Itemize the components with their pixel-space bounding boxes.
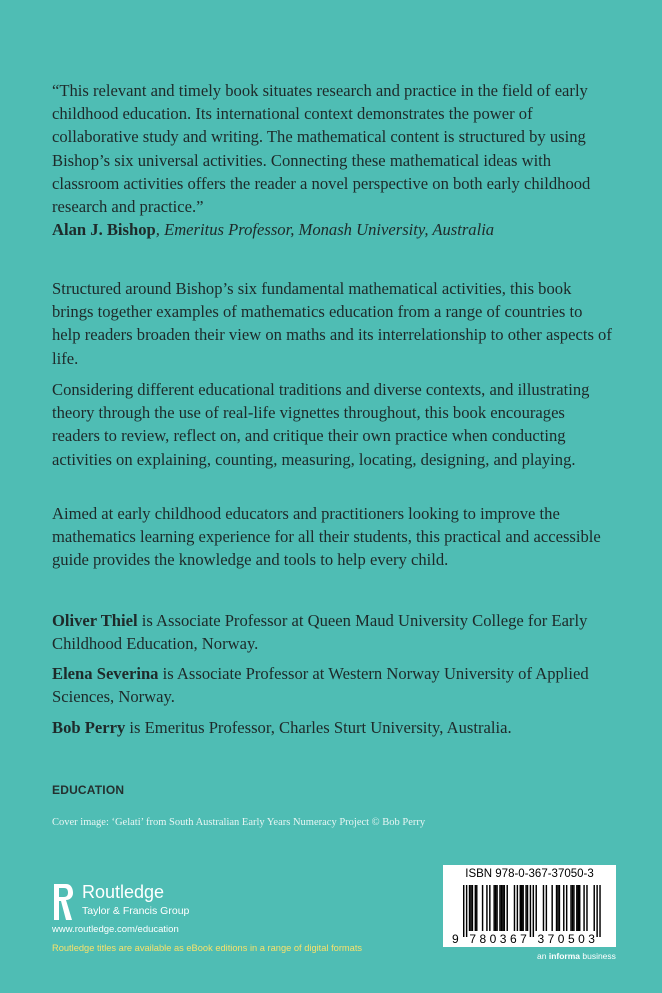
barcode-bar [594,885,595,931]
barcode-bar [499,885,500,931]
barcode-bar [596,885,597,937]
description-paragraph: Structured around Bishop’s six fundamental mathematical activities, this book brings together examples of mathematics education from a range of countries to help readers broaden their view on maths and its interrelationship to other aspects of life. [52,279,612,368]
author-bio-text: is Emeritus Professor, Charles Sturt University, Australia. [125,718,512,737]
author-bio [52,609,612,655]
barcode-bar [566,885,567,931]
barcode-bar [502,885,503,931]
cover-image-credit: Cover image: ‘Gelati’ from South Australian Early Years Numeracy Project © Bob Perry [52,817,426,828]
barcode-bar [466,885,467,937]
barcode-digit: 8 [479,932,487,945]
barcode-digit: 0 [489,932,497,945]
barcode-digit: 7 [520,932,527,945]
author-bio [52,716,612,739]
barcode-bar [556,885,557,931]
informa-brand: informa [548,951,580,961]
barcode-bar [482,885,483,931]
author-bio-text: is Associate Professor at Western Norway University of Applied Sciences, Norway. [52,664,589,707]
barcode-bar [573,885,574,931]
barcode-bar [583,885,584,931]
barcode-bar [530,885,531,937]
barcode-bar [520,885,521,931]
publisher-url[interactable]: www.routledge.com/education [52,924,179,935]
barcode-bar [521,885,522,931]
barcode-bar [517,885,518,931]
barcode-digit: 7 [547,932,555,945]
author-name: Bob Perry [52,718,126,737]
description-paragraph: Considering different educational traditions and diverse contexts, and illustrating theory through the use of real-life vignettes throughout, this book encourages readers to review, reflect on, and critique their own practice when conducting activities on explaining, counting, measuring, locating, designing, and playing. [52,380,590,469]
barcode-digit: 3 [537,932,545,945]
barcode-bar [514,885,515,931]
review-quote [52,79,612,241]
barcode-bar [578,885,579,931]
barcode-bar [586,885,587,931]
barcode-bar [496,885,497,931]
barcode-bar [525,885,526,931]
barcode-bar [470,885,471,931]
barcode-bar [463,885,464,937]
barcode-digit: 0 [557,932,565,945]
barcode-bar [551,885,552,931]
subject-category: EDUCATION [52,783,125,797]
barcode-bar [501,885,502,931]
barcode-bar [559,885,560,931]
barcode-bar [533,885,534,937]
barcode-bar [543,885,544,931]
barcode-digit: 5 [567,932,575,945]
barcode-bar [522,885,523,931]
barcode-bar [489,885,490,931]
author-bio-text: is Associate Professor at Queen Maud University College for Early Childhood Education, Norway. [52,611,588,654]
isbn-barcode [443,865,616,947]
isbn-label: ISBN 978-0-367-37050-3 [465,868,594,880]
routledge-r-logo-icon [52,882,74,922]
barcode-bar [546,885,547,931]
barcode-digit: 0 [578,932,585,945]
publisher-name: Routledge [82,882,165,902]
barcode-bar [469,885,470,931]
barcode-bar [507,885,508,931]
barcode-bar [557,885,558,931]
informa-suffix: business [580,951,616,961]
barcode-bar [563,885,564,931]
barcode-bar [472,885,473,931]
barcode-digit: 7 [469,932,477,945]
quote-author-title: , Emeritus Professor, Monash University, Australia [155,220,495,240]
barcode-bar [576,885,577,931]
barcode-bar [504,885,505,931]
informa-prefix: an [537,951,549,961]
author-name: Elena Severina [52,664,159,683]
barcode-bar [486,885,487,931]
ebook-note: Routledge titles are available as eBook editions in a range of digital formats [52,943,363,953]
informa-business-note [537,951,616,961]
barcode-digit: 3 [588,932,595,945]
barcode-bar [475,885,476,931]
author-name: Oliver Thiel [52,611,138,630]
barcode-bar [572,885,573,931]
barcode-graphic [449,883,610,945]
barcode-bar [579,885,580,931]
barcode-bar [527,885,528,931]
barcode-digit: 9 [452,932,459,945]
barcode-bar [476,885,477,931]
publisher-group: Taylor & Francis Group [82,905,190,917]
barcode-bar [599,885,600,937]
barcode-digit: 3 [499,932,507,945]
barcode-bar [570,885,571,931]
author-bio [52,662,612,708]
barcode-bar [536,885,537,931]
quote-attribution [52,218,612,241]
barcode-bar [495,885,496,931]
quote-author-name: Alan J. Bishop [52,220,156,240]
barcode-digit: 6 [509,932,517,945]
quote-text: “This relevant and timely book situates research and practice in the field of early childhood education. Its international context demonstrates the power of collaborative study and writing. The mathematical content is structured by using Bishop’s six universal activities. Connecting these mathematical ideas with classroom activities offers the reader a novel perspective on both early childhood research and practice.” [52,81,591,217]
barcode-bar [493,885,494,931]
description-paragraph: Aimed at early childhood educators and practitioners looking to improve the mathematics learning experience for all their students, this practical and accessible guide provides the knowledge and tools to help every child. [52,504,601,570]
